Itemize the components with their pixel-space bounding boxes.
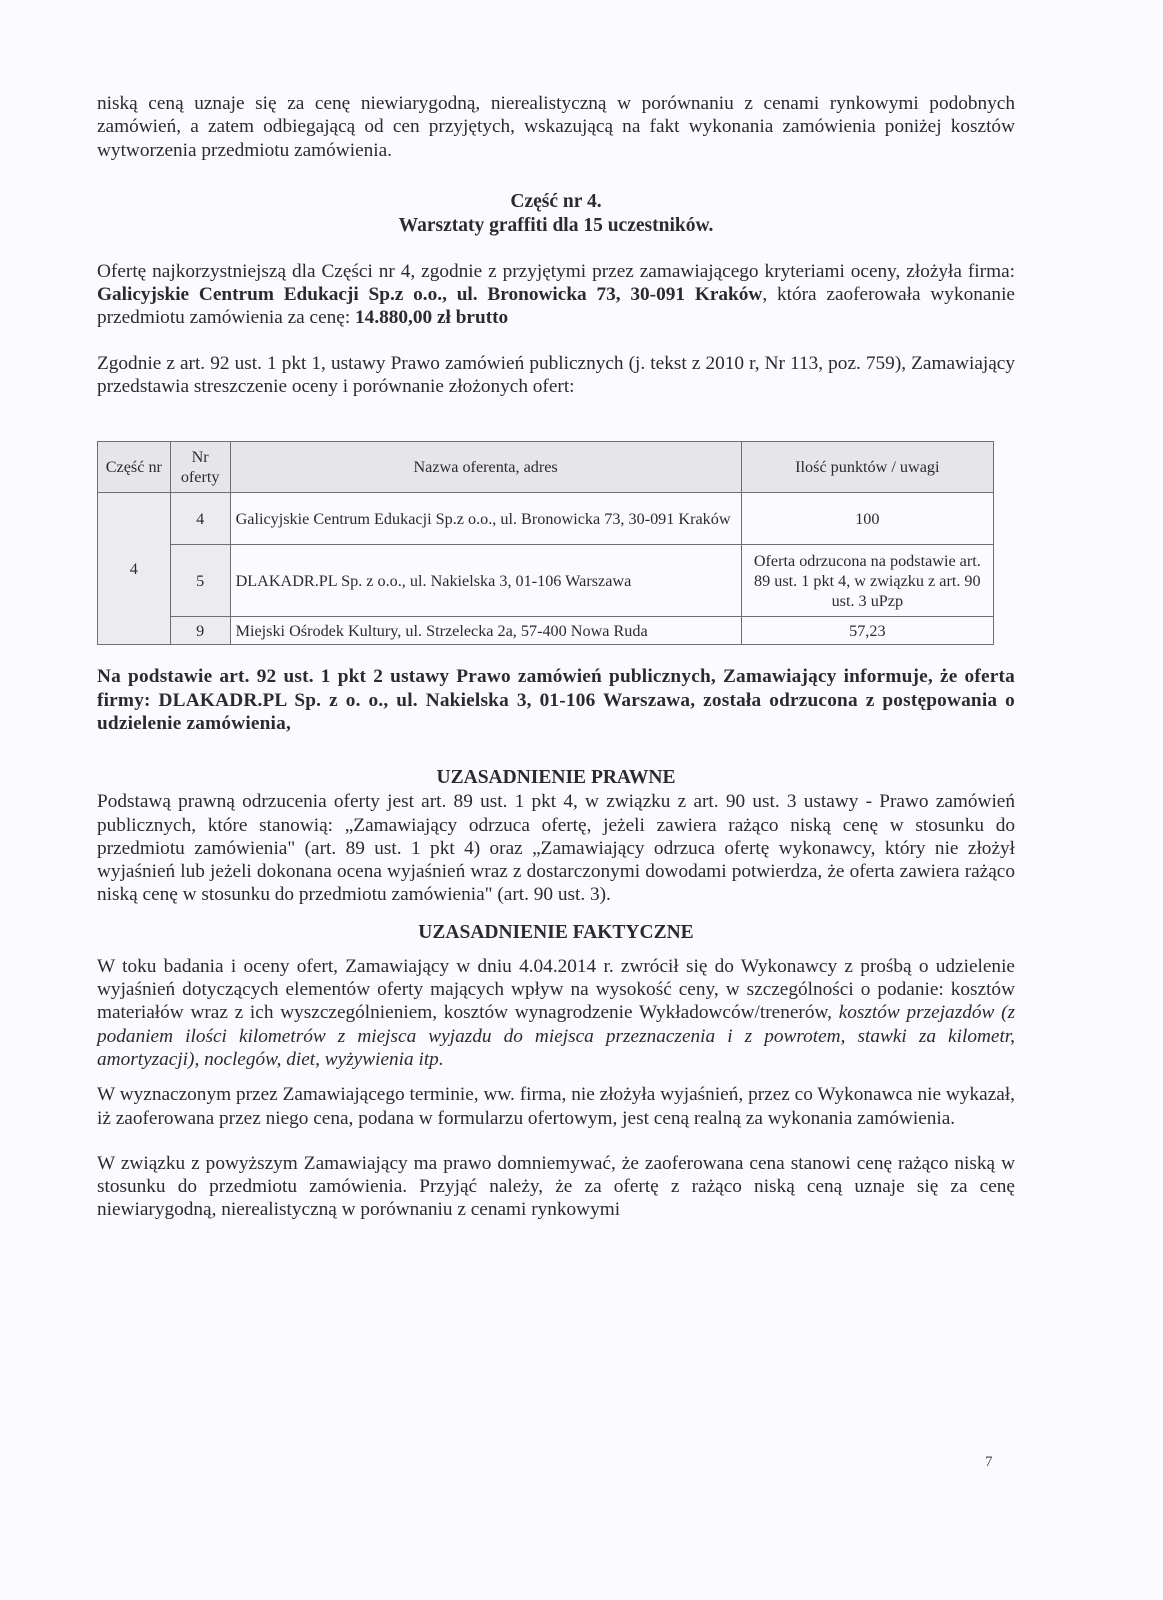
factual-basis-paragraph-3: W związku z powyższym Zamawiający ma prawo domniemywać, że zaoferowana cena stanowi cenę rażąco niską w stosunku do przedmiotu zamówienia. Przyjąć należy, że za ofertę z rażąco niską ceną uznaje się za cenę niewiarygodną, nierealistyczną w porównaniu z cenami rynkowymi (97, 1152, 1015, 1221)
bidder-cell: Galicyjskie Centrum Edukacji Sp.z o.o., ul. Bronowicka 73, 30-091 Kraków (230, 493, 741, 545)
header-offer-nr: Nr oferty (170, 442, 230, 493)
legal-basis-text: Podstawą prawną odrzucenia oferty jest art. 89 ust. 1 pkt 4, w związku z art. 90 ust. 3 ustawy - Prawo zamówień publicznych, które stanowią: „Zamawiający odrzuca ofertę, jeżeli zawiera rażąco niską cenę w stosunku do przedmiotu zamówienia" (art. 89 ust. 1 pkt 4) oraz „Zamawiający odrzuca ofertę wykonawcy, który nie złożył wyjaśnień lub jeżeli dokonana ocena wyjaśnień wraz z dostarczonymi dowodami potwierdza, że oferta zawiera rażąco niską cenę w stosunku do przedmiotu zamówienia" (art. 90 ust. 3). (97, 791, 1015, 906)
best-offer-text-a: Ofertę najkorzystniejszą dla Części nr 4, zgodnie z przyjętymi przez zamawiającego kryteriami oceny, złożyła firma: (97, 260, 1015, 282)
offer-nr-cell: 5 (170, 545, 230, 617)
part-number-title: Część nr 4. (510, 190, 602, 212)
legal-basis-heading: UZASADNIENIE PRAWNE (436, 767, 676, 789)
offers-table (97, 441, 994, 645)
table-row (98, 617, 994, 645)
best-offer-company: Galicyjskie Centrum Edukacji Sp.z o.o., ul. Bronowicka 73, 30-091 Kraków (97, 284, 763, 306)
table-row (98, 545, 994, 617)
page-number: 7 (985, 1454, 993, 1470)
factual-text-italic: kosztów przejazdów (z podaniem ilości kilometrów z miejsca wyjazdu do miejsca przeznaczenia i z powrotem, stawki za kilometr, amortyzacji), noclegów, diet, wyżywienia itp. (97, 1002, 1015, 1070)
factual-basis-paragraph-2: W wyznaczonym przez Zamawiającego terminie, ww. firma, nie złożyła wyjaśnień, przez co Wykonawca nie wykazał, iż zaoferowana przez niego cena, podana w formularzu ofertowym, jest ceną realną za wykonania zamówienia. (97, 1084, 1015, 1129)
points-cell: Oferta odrzucona na podstawie art. 89 ust. 1 pkt 4, w związku z art. 90 ust. 3 uPzp (741, 545, 993, 617)
summary-intro-paragraph: Zgodnie z art. 92 ust. 1 pkt 1, ustawy Prawo zamówień publicznych (j. tekst z 2010 r, Nr 113, poz. 759), Zamawiający przedstawia streszczenie oceny i porównanie złożonych ofert: (97, 352, 1015, 398)
best-offer-paragraph (97, 260, 1015, 330)
header-points: Ilość punktów / uwagi (741, 442, 993, 493)
factual-text-normal: W toku badania i oceny ofert, Zamawiający w dniu 4.04.2014 r. zwrócił się do Wykonawcy z prośbą o udzielenie wyjaśnień dotyczących elementów oferty mających wpływ na wysokość ceny, w szczególności o podanie: kosztów materiałów wraz z ich wyszczególnieniem, kosztów wynagrodzenie Wykładowców/trenerów, (97, 955, 1015, 1024)
table-header-row (98, 442, 994, 493)
part-nr-cell: 4 (98, 493, 171, 645)
points-cell: 100 (741, 493, 993, 545)
bidder-cell: Miejski Ośrodek Kultury, ul. Strzelecka 2a, 57-400 Nowa Ruda (230, 617, 741, 645)
best-offer-text-b: , która zaoferowała wykonanie przedmiotu zamówienia za cenę: (97, 284, 1015, 329)
rejection-notice: Na podstawie art. 92 ust. 1 pkt 2 ustawy Prawo zamówień publicznych, Zamawiający informuje, że oferta firmy: DLAKADR.PL Sp. z o. o., ul. Nakielska 3, 01-106 Warszawa, została odrzucona z postępowania o udzielenie zamówienia, (97, 666, 1015, 734)
factual-basis-paragraph-1 (97, 955, 1015, 1071)
factual-basis-heading: UZASADNIENIE FAKTYCZNE (418, 921, 694, 943)
points-cell: 57,23 (741, 617, 993, 645)
offer-nr-cell: 4 (170, 493, 230, 545)
table-row (98, 493, 994, 545)
best-offer-price: 14.880,00 zł brutto (355, 307, 509, 329)
offer-nr-cell: 9 (170, 617, 230, 645)
part-subject-title: Warsztaty graffiti dla 15 uczestników. (398, 214, 714, 236)
header-bidder: Nazwa oferenta, adres (230, 442, 741, 493)
bidder-cell: DLAKADR.PL Sp. z o.o., ul. Nakielska 3, 01-106 Warszawa (230, 545, 741, 617)
header-part-nr: Część nr (98, 442, 171, 493)
part-heading (97, 190, 1015, 238)
intro-paragraph: niską ceną uznaje się za cenę niewiarygodną, nierealistyczną w porównaniu z cenami rynkowymi podobnych zamówień, a zatem odbiegającą od cen przyjętych, wskazującą na fakt wykonania zamówienia poniżej kosztów wytworzenia przedmiotu zamówienia. (97, 93, 1015, 161)
document-page (97, 92, 1015, 1222)
